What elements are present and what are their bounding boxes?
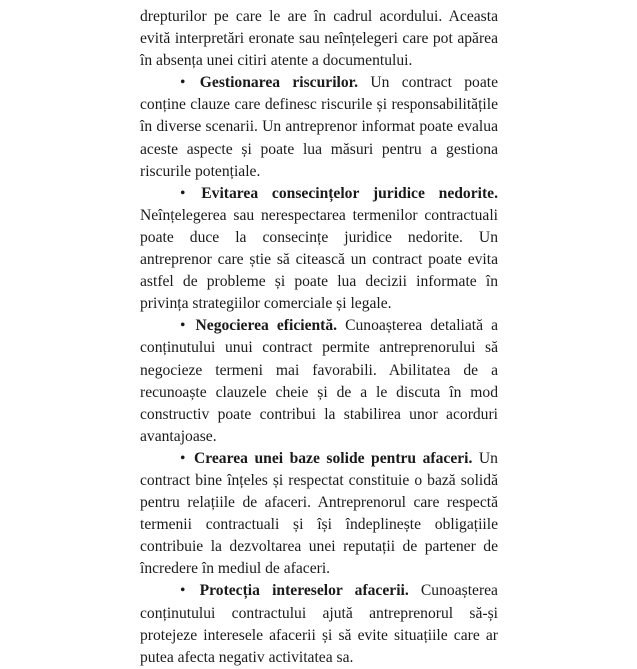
bullet-lead: Evitarea consecințelor juridice nedorite. bbox=[201, 184, 498, 202]
bullet-item-evitarea-consecintelor bbox=[140, 183, 498, 316]
intro-paragraph bbox=[140, 6, 498, 72]
bullet-icon: • bbox=[180, 582, 186, 600]
bullet-item-crearea-bazei bbox=[140, 448, 498, 581]
bullet-body: Cunoașterea conținutului contractului ajută antreprenorul să-și protejeze interesele afacerii și să evite situațiile care ar putea afecta negativ activitatea sa. bbox=[140, 582, 498, 666]
intro-text: drepturilor pe care le are în cadrul acordului. Aceasta evită interpretări eronate sau neînțelegeri care pot apărea în absența unei citiri atente a documentului. bbox=[140, 8, 498, 70]
bullet-body: Un contract bine înțeles și respectat constituie o bază solidă pentru relațiile de afaceri. Antreprenorul care respectă termenii contractuali și își îndeplinește obligațiile contribuie la dezvoltarea unei reputații de partener de încredere în mediul de afaceri. bbox=[140, 449, 498, 578]
bullet-icon: • bbox=[180, 317, 186, 335]
bullet-body: Cunoașterea detaliată a conținutului unui contract permite antreprenorului să negocieze termeni mai favorabili. Abilitatea de a recunoaște clauzele cheie și de a le discuta în mod constructiv poate contribui la stabilirea unor acorduri avantajoase. bbox=[140, 317, 498, 445]
document-page bbox=[140, 6, 498, 669]
bullet-icon: • bbox=[180, 74, 186, 92]
bullet-icon: • bbox=[180, 449, 186, 467]
bullet-icon: • bbox=[180, 184, 186, 202]
bullet-body: Un contract poate conține clauze care definesc riscurile și responsabilitățile în diverse scenarii. Un antreprenor informat poate evalua aceste aspecte și poate lua măsuri pentru a gestiona riscurile potențiale. bbox=[140, 74, 499, 180]
bullet-item-negocierea-eficienta bbox=[140, 315, 498, 448]
bullet-body: Neînțelegerea sau nerespectarea termenilor contractuali poate duce la consecințe juridice nedorite. Un antreprenor care știe să citească un contract poate evita astfel de probleme și poate lua decizii informate în privința strategiilor comerciale și legale. bbox=[140, 206, 498, 313]
bullet-item-protectia-intereselor bbox=[140, 580, 498, 668]
bullet-lead: Negocierea eficientă. bbox=[195, 317, 338, 335]
bullet-item-gestionarea-riscurilor bbox=[140, 72, 498, 182]
bullet-lead: Protecția intereselor afacerii. bbox=[199, 582, 409, 600]
bullet-lead: Gestionarea riscurilor. bbox=[199, 74, 359, 92]
bullet-lead: Crearea unei baze solide pentru afaceri. bbox=[193, 449, 473, 467]
